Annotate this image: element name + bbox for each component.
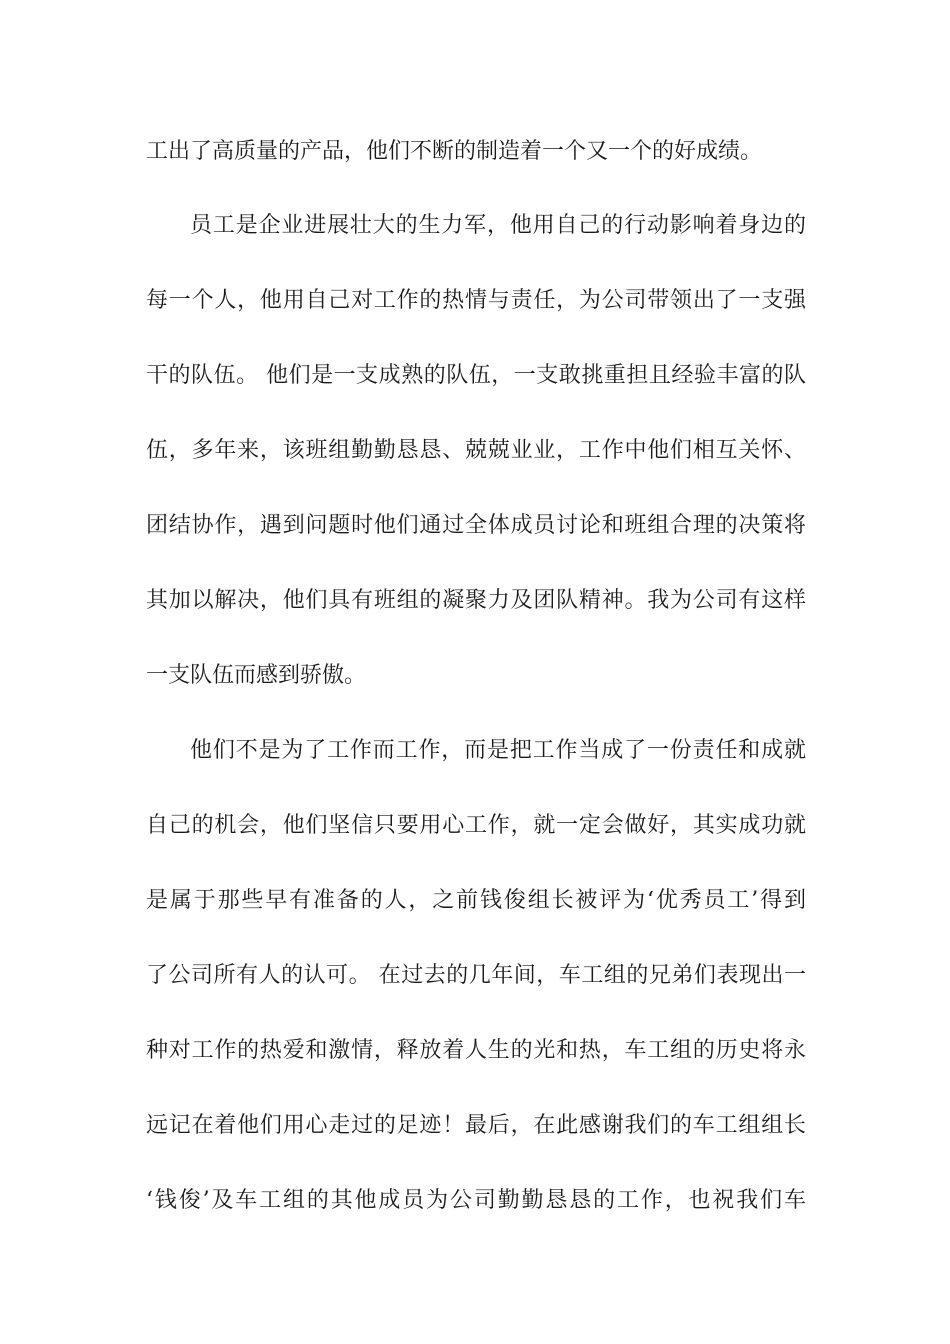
paragraph-start-line: 他们不是为了工作而工作，而是把工作当成了一份责任和成就	[190, 738, 806, 763]
text-line: 自己的机会，他们坚信只要用心工作，就一定会做好，其实成功就	[146, 813, 806, 838]
text-line: 是属于那些早有准备的人，之前钱俊组长被评为‘优秀员工’得到	[146, 888, 806, 913]
text-line: ‘钱俊’及车工组的其他成员为公司勤勤恳恳的工作，也祝我们车	[146, 1188, 806, 1213]
text-line: 其加以解决，他们具有班组的凝聚力及团队精神。我为公司有这样	[146, 588, 806, 613]
text-line: 了公司所有人的认可。 在过去的几年间，车工组的兄弟们表现出一	[146, 963, 806, 988]
text-line: 团结协作，遇到问题时他们通过全体成员讨论和班组合理的决策将	[146, 513, 806, 538]
text-line: 干的队伍。 他们是一支成熟的队伍，一支敢挑重担且经验丰富的队	[146, 363, 806, 388]
text-line: 伍，多年来，该班组勤勤恳恳、兢兢业业，工作中他们相互关怀、	[146, 438, 806, 463]
text-line: 种对工作的热爱和激情，释放着人生的光和热，车工组的历史将永	[146, 1038, 806, 1063]
text-line: 远记在着他们用心走过的足迹！最后，在此感谢我们的车工组组长	[146, 1113, 806, 1138]
text-line: 工出了高质量的产品，他们不断的制造着一个又一个的好成绩。	[146, 139, 763, 164]
text-line: 每一个人，他用自己对工作的热情与责任，为公司带领出了一支强	[146, 288, 806, 313]
paragraph-start-line: 员工是企业进展壮大的生力军，他用自己的行动影响着身边的	[190, 213, 806, 238]
text-line: 一支队伍而感到骄傲。	[146, 663, 367, 688]
